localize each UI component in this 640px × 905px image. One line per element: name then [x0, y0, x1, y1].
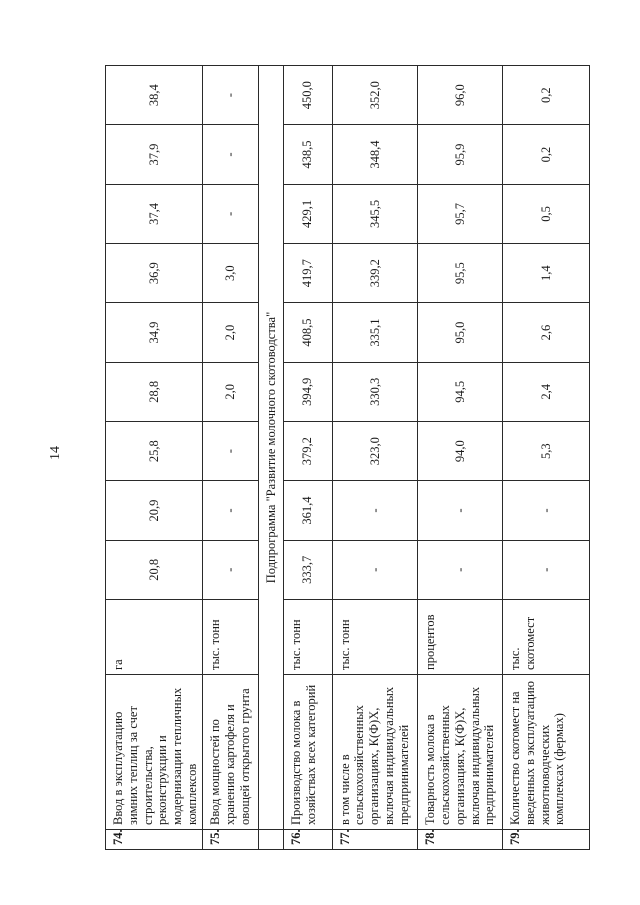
- unit-cell: тыс. скотомест: [503, 600, 590, 675]
- value-cell: 20,9: [106, 481, 203, 540]
- value-cell: 20,8: [106, 540, 203, 599]
- value-cell: 38,4: [106, 66, 203, 125]
- value-cell: 429,1: [284, 184, 332, 243]
- value-cell: 37,9: [106, 125, 203, 184]
- indicator-name: в том числе в сельскохозяйственных организациях, К(Ф)Х, включая индивидуальных предпринимателей: [332, 675, 418, 830]
- table-row: [284, 66, 332, 850]
- value-cell: -: [418, 540, 503, 599]
- value-cell: 5,3: [503, 422, 590, 481]
- row-number: 78.: [418, 830, 503, 850]
- value-cell: -: [503, 540, 590, 599]
- value-cell: 0,2: [503, 125, 590, 184]
- table-row: [106, 66, 203, 850]
- indicators-table: [105, 65, 590, 850]
- value-cell: 394,9: [284, 362, 332, 421]
- unit-cell: га: [106, 600, 203, 675]
- value-cell: 25,8: [106, 422, 203, 481]
- value-cell: 2,0: [203, 303, 259, 362]
- value-cell: 95,9: [418, 125, 503, 184]
- value-cell: -: [203, 66, 259, 125]
- value-cell: 419,7: [284, 244, 332, 303]
- value-cell: -: [203, 184, 259, 243]
- value-cell: -: [332, 481, 418, 540]
- subprogram-title: Подпрограмма "Развитие молочного скотоводства": [258, 66, 283, 830]
- table-row: [503, 66, 590, 850]
- value-cell: 96,0: [418, 66, 503, 125]
- value-cell: -: [203, 540, 259, 599]
- row-number: 76.: [284, 830, 332, 850]
- rotated-table-container: [105, 65, 590, 850]
- value-cell: 0,5: [503, 184, 590, 243]
- value-cell: 450,0: [284, 66, 332, 125]
- value-cell: 2,6: [503, 303, 590, 362]
- indicator-name: Количество скотомест на введенных в эксплуатацию животноводческих комплексах (фермах): [503, 675, 590, 830]
- value-cell: 0,2: [503, 66, 590, 125]
- value-cell: 408,5: [284, 303, 332, 362]
- value-cell: 3,0: [203, 244, 259, 303]
- value-cell: 438,5: [284, 125, 332, 184]
- page-number: 14: [48, 446, 63, 460]
- value-cell: 352,0: [332, 66, 418, 125]
- value-cell: 95,0: [418, 303, 503, 362]
- value-cell: -: [503, 481, 590, 540]
- value-cell: 94,5: [418, 362, 503, 421]
- unit-cell: процентов: [418, 600, 503, 675]
- value-cell: 95,5: [418, 244, 503, 303]
- value-cell: 345,5: [332, 184, 418, 243]
- value-cell: -: [418, 481, 503, 540]
- value-cell: 34,9: [106, 303, 203, 362]
- value-cell: 379,2: [284, 422, 332, 481]
- value-cell: 2,4: [503, 362, 590, 421]
- unit-cell: тыс. тонн: [284, 600, 332, 675]
- value-cell: 361,4: [284, 481, 332, 540]
- value-cell: 2,0: [203, 362, 259, 421]
- table-row: [418, 66, 503, 850]
- value-cell: 36,9: [106, 244, 203, 303]
- value-cell: 1,4: [503, 244, 590, 303]
- indicator-name: Товарность молока в сельскохозяйственных организациях, К(Ф)Х, включая индивидуальных предпринимателей: [418, 675, 503, 830]
- subprogram-row: [258, 66, 283, 850]
- value-cell: 330,3: [332, 362, 418, 421]
- row-number: 75.: [203, 830, 259, 850]
- value-cell: -: [203, 481, 259, 540]
- value-cell: 335,1: [332, 303, 418, 362]
- value-cell: 28,8: [106, 362, 203, 421]
- value-cell: -: [203, 125, 259, 184]
- value-cell: 333,7: [284, 540, 332, 599]
- table-row: [332, 66, 418, 850]
- unit-cell: тыс. тонн: [203, 600, 259, 675]
- row-number: 79.: [503, 830, 590, 850]
- value-cell: 323,0: [332, 422, 418, 481]
- indicator-name: Ввод мощностей по хранению картофеля и овощей открытого грунта: [203, 675, 259, 830]
- indicator-name: Производство молока в хозяйствах всех категорий: [284, 675, 332, 830]
- table-row: [203, 66, 259, 850]
- unit-cell: тыс. тонн: [332, 600, 418, 675]
- value-cell: 95,7: [418, 184, 503, 243]
- value-cell: -: [203, 422, 259, 481]
- indicator-name: Ввод в эксплуатацию зимних теплиц за счет строительства, реконструкции и модернизации тепличных комплексов: [106, 675, 203, 830]
- value-cell: 94,0: [418, 422, 503, 481]
- row-number: 77.: [332, 830, 418, 850]
- value-cell: 37,4: [106, 184, 203, 243]
- value-cell: 339,2: [332, 244, 418, 303]
- row-number: 74.: [106, 830, 203, 850]
- value-cell: -: [332, 540, 418, 599]
- value-cell: 348,4: [332, 125, 418, 184]
